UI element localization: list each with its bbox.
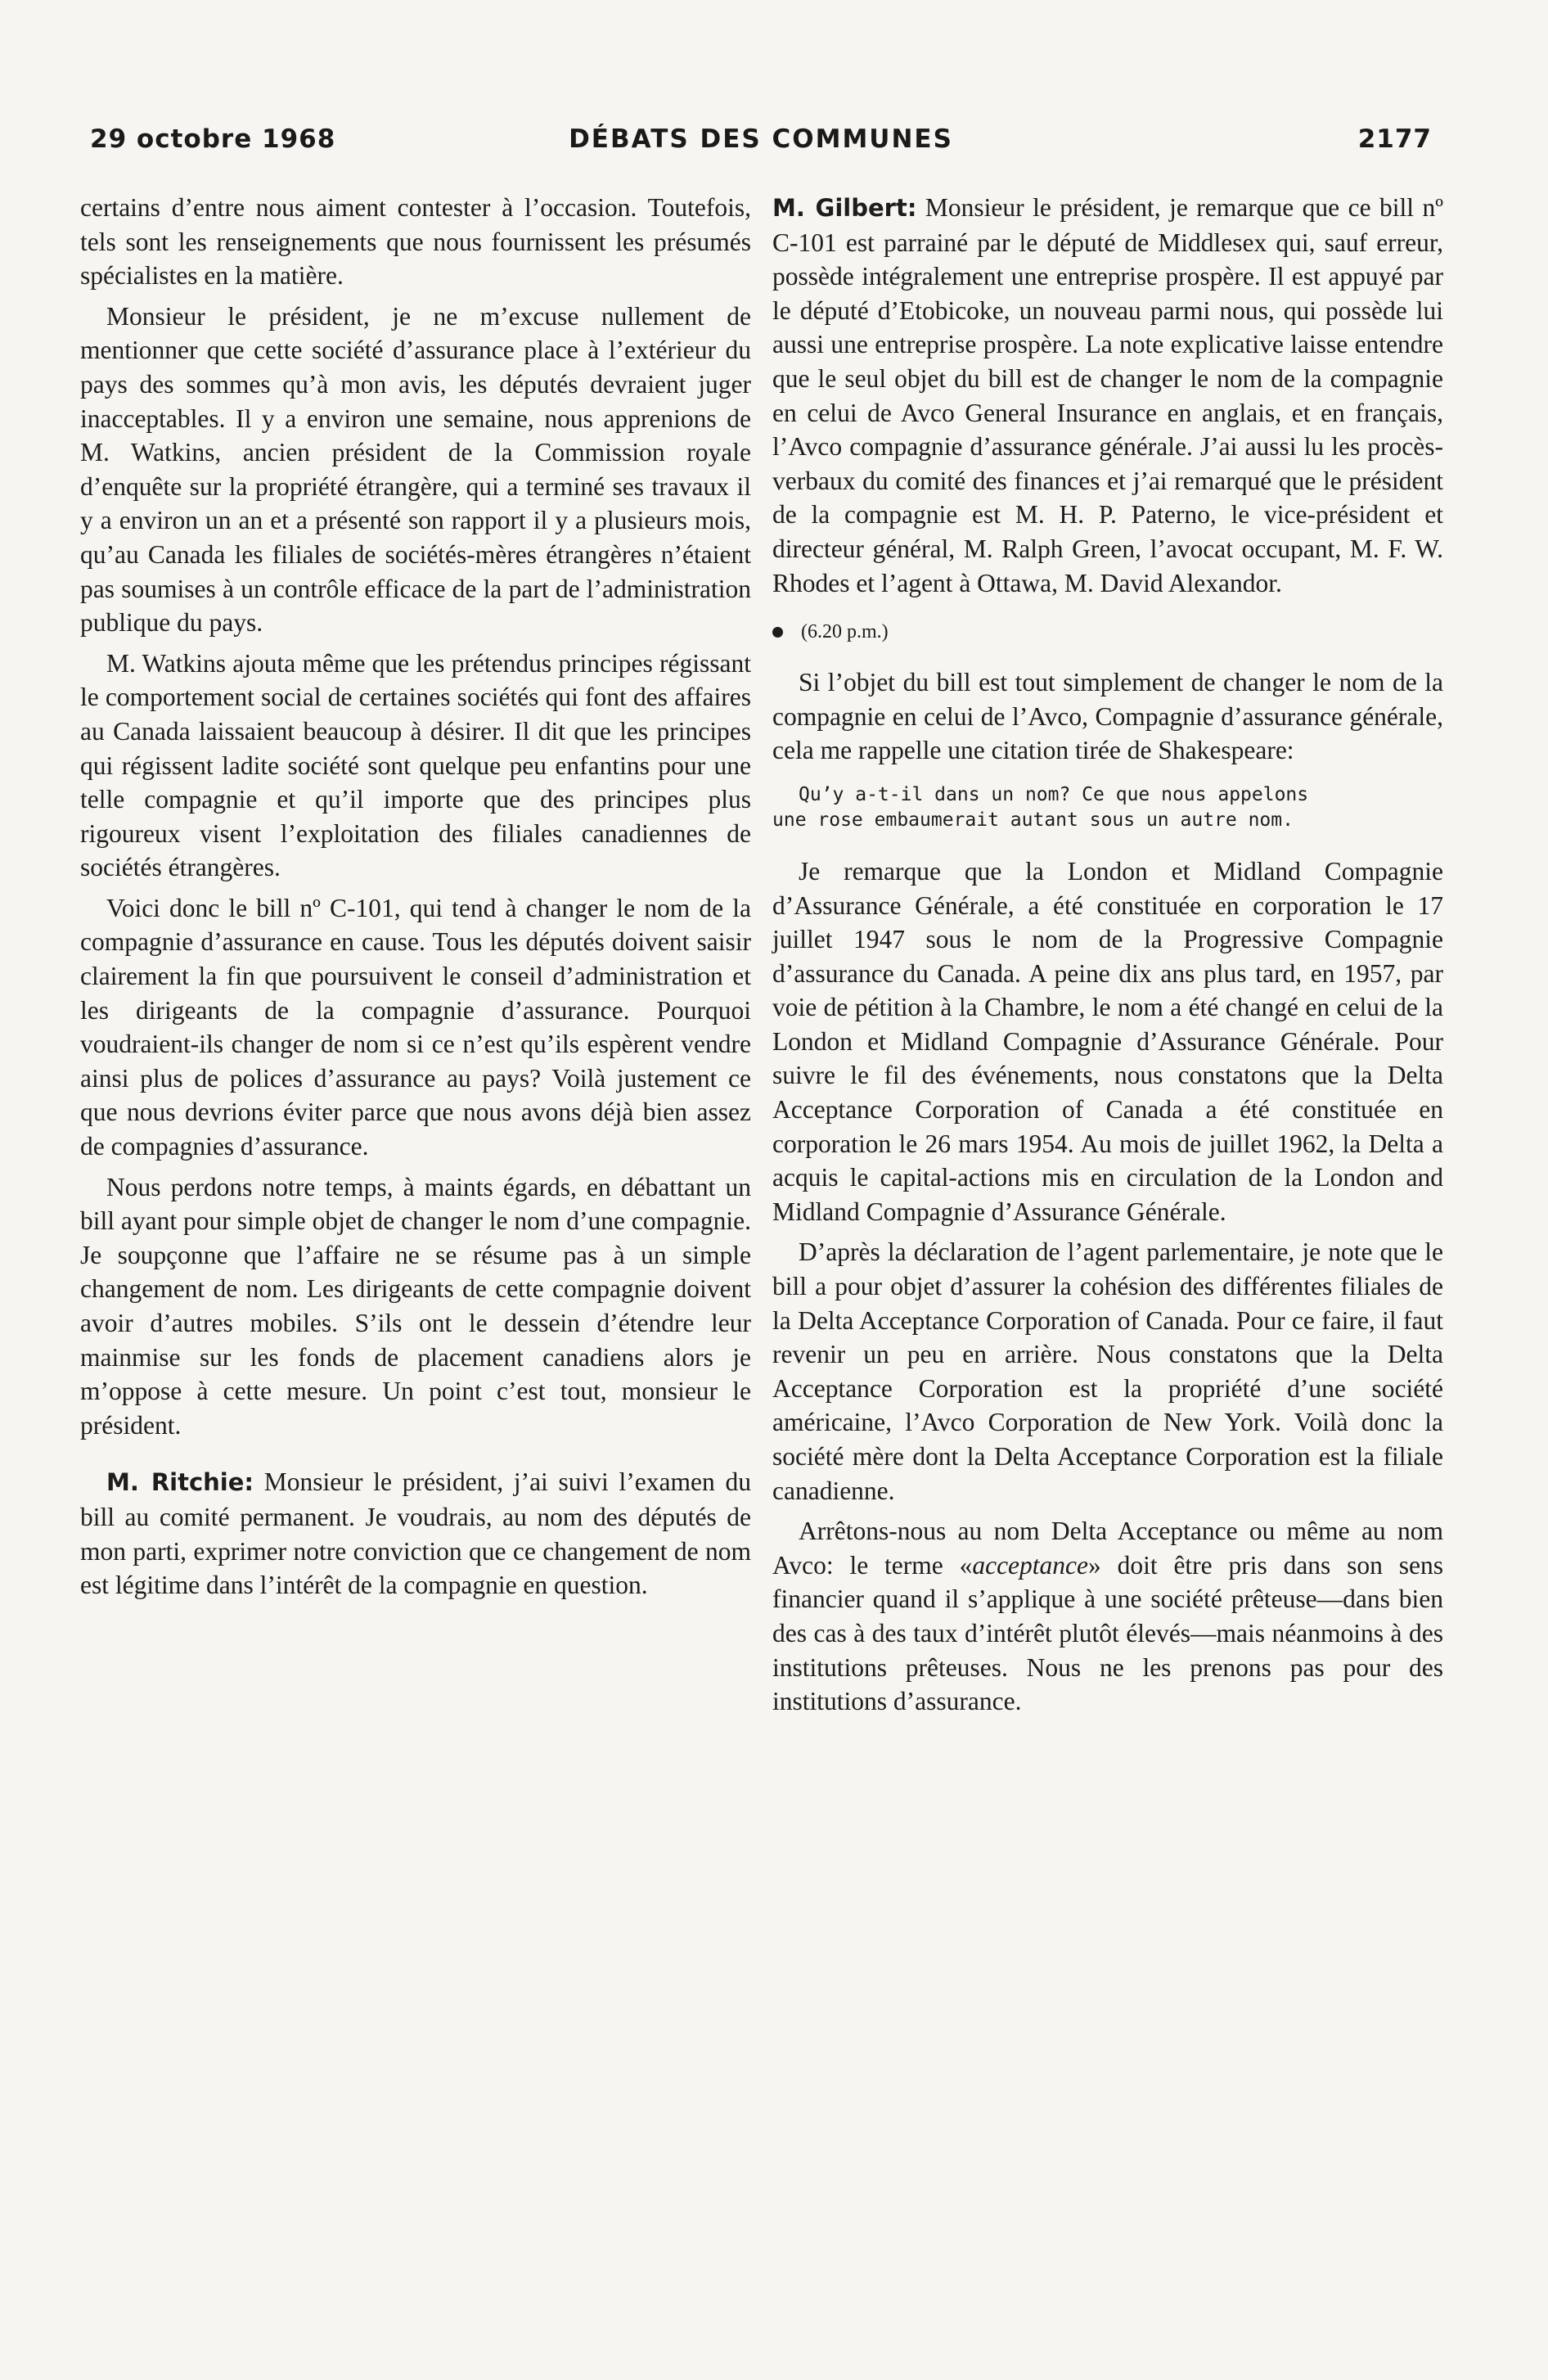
left-column — [80, 191, 751, 1609]
speech-text: Monsieur le président, je remarque que ce bill nº C-101 est parrainé par le député de Middlesex qui, sauf erreur, possède intégralement une entreprise prospère. Il est appuyé par le député d’Etobicoke, un nouveau parmi nous, qui possède lui aussi une entreprise prospère. La note explicative laisse entendre que le seul objet du bill est de changer le nom de la compagnie en celui de Avco General Insurance en anglais, et en français, l’Avco compagnie d’assurance générale. J’ai aussi lu les procès-verbaux du comité des finances et j’ai remarqué que le président de la compagnie est M. H. P. Paterno, le vice-président et directeur général, M. Ralph Green, l’avocat occupant, M. F. W. Rhodes et l’agent à Ottawa, M. David Alexandor. — [772, 193, 1444, 597]
right-column — [772, 191, 1443, 1725]
header-date: 29 octobre 1968 — [90, 124, 336, 154]
paragraph: Monsieur le président, je ne m’excuse nullement de mentionner que cette société d’assurance place à l’extérieur du pays des sommes qu’à mon avis, les députés devraient juger inacceptables. Il y a environ une semaine, nous apprenions de M. Watkins, ancien président de la Commission royale d’enquête sur la propriété étrangère, qui a terminé ses travaux il y a environ un an et a présenté son rapport il y a plusieurs mois, qu’au Canada les filiales de sociétés-mères étrangères n’étaient pas soumises à un contrôle efficace de la part de l’administration publique du pays. — [80, 301, 751, 638]
quote-line: Qu’y a-t-il dans un nom? Ce que nous appelons — [799, 783, 1309, 805]
header-title: DÉBATS DES COMMUNES — [569, 124, 953, 154]
bullet-dot-icon — [772, 627, 783, 638]
time-label: (6.20 p.m.) — [801, 621, 889, 643]
shakespeare-quote — [772, 782, 1443, 833]
quote-line: une rose embaumerait autant sous un autre nom. — [772, 809, 1294, 831]
speaker-name: M. Gilbert: — [772, 194, 917, 222]
page-header — [90, 124, 1432, 164]
paragraph: Je remarque que la London et Midland Compagnie d’Assurance Générale, a été constituée en corporation le 17 juillet 1947 sous le nom de la Progressive Compagnie d’assurance du Canada. A peine dix ans plus tard, en 1957, par voie de pétition à la Chambre, le nom a été changé en celui de la London et Midland Compagnie d’Assurance Générale. Pour suivre le fil des événements, nous constatons que la Delta Acceptance Corporation of Canada a été constituée en corporation le 26 mars 1954. Au mois de juillet 1962, la Delta a acquis le capital-actions mis en circulation de la London and Midland Compagnie d’Assurance Générale. — [772, 856, 1443, 1226]
italic-term: acceptance — [972, 1550, 1089, 1580]
paragraph: certains d’entre nous aiment contester à l’occasion. Toutefois, tels sont les renseignements que nous fournissent les présumés spécialistes en la matière. — [80, 193, 751, 291]
paragraph: Si l’objet du bill est tout simplement de changer le nom de la compagnie en celui de l’Avco, Compagnie d’assurance générale, cela me rappelle une citation tirée de Shakespeare: — [772, 668, 1443, 765]
text-fragment: » doit être pris dans son sens financier quand il s’applique à une société prêteuse—dans bien des cas à des taux d’intérêt plutôt élevés—mais néanmoins à des institutions prêteuses. Nous ne les prenons pas pour des institutions d’assurance. — [772, 1550, 1443, 1716]
paragraph: Voici donc le bill nº C-101, qui tend à changer le nom de la compagnie d’assurance en cause. Tous les députés doivent saisir clairement la fin que poursuivent le conseil d’administration et les dirigeants de la compagnie d’assurance. Pourquoi voudraient-ils changer de nom si ce n’est qu’ils espèrent vendre ainsi plus de polices d’assurance au pays? Voilà justement ce que nous devrions éviter parce que nous avons déjà bien assez de compagnies d’assurance. — [80, 893, 751, 1161]
speech-gilbert — [772, 191, 1443, 600]
header-page-number: 2177 — [1357, 124, 1432, 154]
text-fragment: Arrêtons-nous au nom Delta Acceptance ou même au nom Avco: le terme « — [772, 1517, 1443, 1580]
paragraph: D’après la déclaration de l’agent parlementaire, je note que le bill a pour objet d’assurer la cohésion des différentes filiales de la Delta Acceptance Corporation of Canada. Pour ce faire, il faut revenir un peu en arrière. Nous constatons que la Delta Acceptance Corporation est la propriété d’une société américaine, l’Avco Corporation de New York. Voilà donc la société mère dont la Delta Acceptance Corporation est la filiale canadienne. — [772, 1237, 1443, 1505]
speech-ritchie — [80, 1465, 751, 1602]
time-marker — [772, 620, 1443, 644]
speech-text: Monsieur le président, j’ai suivi l’examen du bill au comité permanent. Je voudrais, au nom des députés de mon parti, exprimer notre conviction que ce changement de nom est légitime dans l’intérêt de la compagnie en question. — [80, 1467, 751, 1600]
paragraph — [772, 1514, 1443, 1719]
paragraph: M. Watkins ajouta même que les prétendus principes régissant le comportement social de certaines sociétés qui font des affaires au Canada laissaient beaucoup à désirer. Il dit que les principes qui régissent ladite société sont quelque peu enfantins pour une telle compagnie et qu’il importe que des principes plus rigoureux visent l’exploitation des filiales canadiennes de sociétés étrangères. — [80, 648, 751, 882]
paragraph: Nous perdons notre temps, à maints égards, en débattant un bill ayant pour simple objet de changer le nom d’une compagnie. Je soupçonne que l’affaire ne se résume pas à un simple changement de nom. Les dirigeants de cette compagnie doivent avoir d’autres mobiles. S’ils ont le dessein d’étendre leur mainmise sur les fonds de placement canadiens alors je m’oppose à cette mesure. Un point c’est tout, monsieur le président. — [80, 1172, 751, 1440]
speaker-name: M. Ritchie: — [106, 1468, 254, 1497]
